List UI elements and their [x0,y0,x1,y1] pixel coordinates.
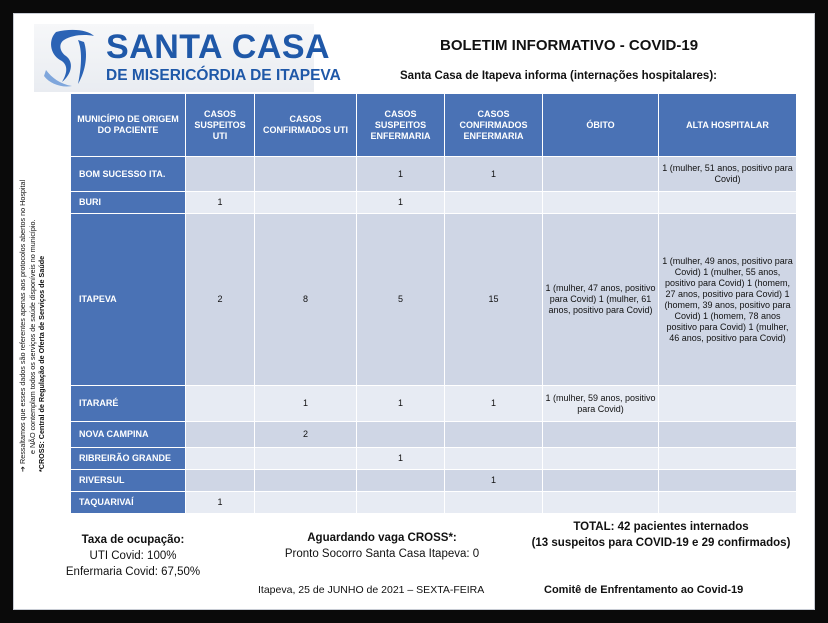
cross-definition: *CROSS: Central de Regulação de Oferta de Serviços de Saúde [37,255,46,472]
table-cell [186,422,255,448]
total-line: TOTAL: 42 pacientes internados [573,521,749,533]
table-row [71,422,797,448]
cases-table [70,93,797,514]
logo-subtitle: DE MISERICÓRDIA DE ITAPEVA [106,67,341,84]
municipality-cell: ITARARÉ [71,386,186,422]
table-cell [357,422,445,448]
occupancy-ward: Enfermaria Covid: 67,50% [65,566,201,578]
table-cell [543,422,659,448]
page-subtitle: Santa Casa de Itapeva informa (internações hospitalares): [400,70,717,82]
municipality-cell: TAQUARIVAÍ [71,492,186,514]
table-row [71,157,797,192]
table-cell [186,157,255,192]
table-row [71,214,797,386]
table-row [71,448,797,470]
awaiting-value: Pronto Socorro Santa Casa Itapeva: 0 [284,548,480,560]
table-cell [543,157,659,192]
column-header: CASOS SUSPEITOS UTI [186,94,255,157]
municipality-cell: BURI [71,192,186,214]
table-cell [255,192,357,214]
table-cell: 1 (mulher, 49 anos, positivo para Covid) 1 (mulher, 55 anos, positivo para Covid) 1 (homem, 27 anos, positivo para Covid) 1 (homem, 39 anos, positivo para Covid) 1 (homem, 78 anos positivo para Covid) 1 (mulher, 46 anos, positivo para Covid) [659,214,797,386]
table-cell: 1 (mulher, 59 anos, positivo para Covid) [543,386,659,422]
table-cell: 2 [186,214,255,386]
table-cell [255,157,357,192]
table-cell: 1 [186,492,255,514]
column-header: ALTA HOSPITALAR [659,94,797,157]
municipality-cell: RIBREIRÃO GRANDE [71,448,186,470]
page-title: BOLETIM INFORMATIVO - COVID-19 [440,37,699,54]
table-cell [186,386,255,422]
bulletin-sheet [13,13,815,610]
table-cell: 1 [357,386,445,422]
municipality-cell: ITAPEVA [71,214,186,386]
table-cell: 1 (mulher, 51 anos, positivo para Covid) [659,157,797,192]
table-cell [659,422,797,448]
table-row [71,470,797,492]
santa-casa-logo [34,24,341,92]
table-cell: 5 [357,214,445,386]
awaiting-cross [268,530,496,562]
total-breakdown: (13 suspeitos para COVID-19 e 29 confirmados) [531,537,791,549]
table-cell [186,470,255,492]
table-cell: 8 [255,214,357,386]
table-cell [255,470,357,492]
side-note [18,94,48,472]
bulletin-date: Itapeva, 25 de JUNHO de 2021 – SEXTA-FEIRA [258,584,485,596]
municipality-cell: RIVERSUL [71,470,186,492]
table-cell: 2 [255,422,357,448]
municipality-cell: NOVA CAMPINA [71,422,186,448]
table-cell: 15 [445,214,543,386]
logo-title: SANTA CASA [106,28,331,66]
side-note-line: e NÃO contemplam todos os serviços de saúde disponíveis no município. [27,219,37,454]
table-cell [357,470,445,492]
table-cell: 1 [445,470,543,492]
table-cell [543,192,659,214]
column-header: ÓBITO [543,94,659,157]
table-cell: 1 [357,448,445,470]
table-cell [659,192,797,214]
table-cell: 1 (mulher, 47 anos, positivo para Covid) 1 (mulher, 61 anos, positivo para Covid) [543,214,659,386]
table-cell [445,492,543,514]
table-cell [659,448,797,470]
side-note-line: ➔ Ressaltamos que esses dados são referentes apenas aos protocolos abertos no Hospital [18,179,27,472]
occupancy-rate [58,532,208,580]
column-header: MUNICÍPIO DE ORIGEM DO PACIENTE [71,94,186,157]
table-cell: 1 [186,192,255,214]
table-cell [543,470,659,492]
total-summary [511,519,811,551]
occupancy-uti: UTI Covid: 100% [89,550,177,562]
table-cell [255,492,357,514]
logo-emblem-icon [38,26,102,90]
table-row [71,386,797,422]
table-cell: 1 [445,157,543,192]
table-cell: 1 [445,386,543,422]
table-cell: 1 [357,192,445,214]
table-cell [445,422,543,448]
table-row [71,192,797,214]
table-header-row [71,94,797,157]
table-cell: 1 [255,386,357,422]
table-cell [186,448,255,470]
awaiting-title: Aguardando vaga CROSS*: [307,532,457,544]
table-cell: 1 [357,157,445,192]
column-header: CASOS SUSPEITOS ENFERMARIA [357,94,445,157]
table-cell [659,470,797,492]
table-cell [543,448,659,470]
table-cell [543,492,659,514]
table-cell [659,492,797,514]
table-cell [445,448,543,470]
committee-signature: Comitê de Enfrentamento ao Covid-19 [544,584,744,596]
table-cell [659,386,797,422]
table-row [71,492,797,514]
table-cell [357,492,445,514]
table-cell [255,448,357,470]
column-header: CASOS CONFIRMADOS UTI [255,94,357,157]
column-header: CASOS CONFIRMADOS ENFERMARIA [445,94,543,157]
occupancy-title: Taxa de ocupação: [81,534,185,546]
table-cell [445,192,543,214]
municipality-cell: BOM SUCESSO ITA. [71,157,186,192]
